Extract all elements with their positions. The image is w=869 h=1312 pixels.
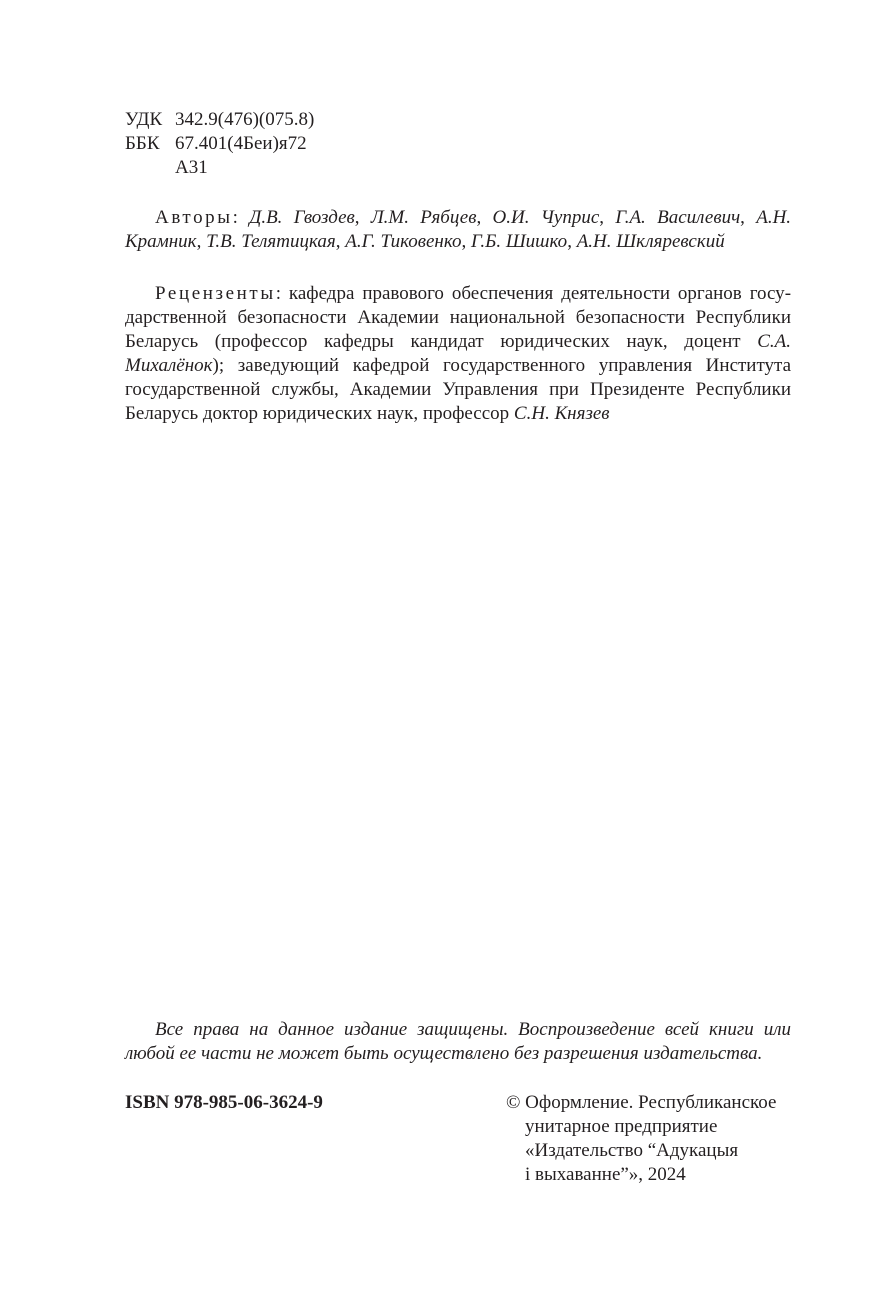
author-name: А.Н. Шкляревский	[576, 231, 725, 252]
authors-paragraph: Авторы: Д.В. Гвоздев, Л.М. Рябцев, О.И. Чуприс, Г.А. Василевич, А.Н. Крамник, Т.В. Телятицкая, А.Г. Тиковенко, Г.Б. Шишко, А.Н. Шкляревский	[125, 207, 792, 252]
author-mark: А31	[175, 157, 208, 178]
reviewers-text-2: ); заведующий кафедрой государственного управления Института государственной службы, Академии Управления при Президенте Республики Беларусь доктор юридических наук, профессор	[125, 355, 791, 424]
catalog-codes	[125, 108, 314, 180]
author-name: А.Н. Крамник	[125, 207, 792, 252]
reviewers-paragraph: Рецензенты: кафедра правового обеспечения деятельности органов государственной безопасности Академии национальной безопасности Республики Беларусь (профессор кафедры кандидат юридических наук, доцент С.А. Михалёнок); заведующий кафедрой государственного управления Института государственной службы, Академии Управления при Президенте Республики Беларусь доктор юридических наук, профессор С.Н. Князев	[125, 283, 792, 424]
copyright-line-4: і выхаванне”», 2024	[525, 1164, 686, 1185]
reviewers-label: Рецензенты	[155, 283, 276, 304]
author-name: А.Г. Тиковенко	[345, 231, 462, 252]
copyright-line-3: «Издательство “Адукацыя	[525, 1140, 739, 1161]
copyright-line-2: унитарное предприятие	[525, 1116, 718, 1137]
reviewers-text-1: кафедра правового обеспечения деятельности органов государственной безопасности Академии национальной безопасности Республики Беларусь (профессор кафедры кандидат юридических наук, доцент	[125, 283, 792, 352]
udk-row	[125, 108, 314, 132]
author-name: О.И. Чуприс	[492, 207, 600, 228]
author-name: Т.В. Телятицкая	[206, 231, 336, 252]
authors-label: Авторы	[155, 207, 233, 228]
rights-notice: Все права на данное издание защищены. Воспроизведение всей книги или любой ее части не может быть осуществлено без разрешения издательства.	[125, 1019, 791, 1064]
reviewer-name-2: С.Н. Князев	[513, 403, 610, 424]
bbk-row	[125, 132, 314, 156]
author-name: Д.В. Гвоздев	[249, 207, 355, 228]
author-name: Г.А. Василевич	[615, 207, 741, 228]
isbn: ISBN 978-985-06-3624-9	[125, 1092, 323, 1113]
copyright-block	[506, 1091, 776, 1187]
bbk-value: 67.401(4Беи)я72	[175, 133, 307, 154]
author-mark-row	[125, 156, 314, 180]
author-name: Л.М. Рябцев	[370, 207, 477, 228]
bbk-label: ББК	[125, 133, 160, 154]
reviewer-name-1: С.А. Михалёнок	[125, 331, 791, 376]
copyright-line-1: © Оформление. Республиканское	[506, 1092, 777, 1113]
udk-value: 342.9(476)(075.8)	[175, 109, 315, 130]
udk-label: УДК	[125, 109, 163, 130]
author-name: Г.Б. Шишко	[471, 231, 568, 252]
